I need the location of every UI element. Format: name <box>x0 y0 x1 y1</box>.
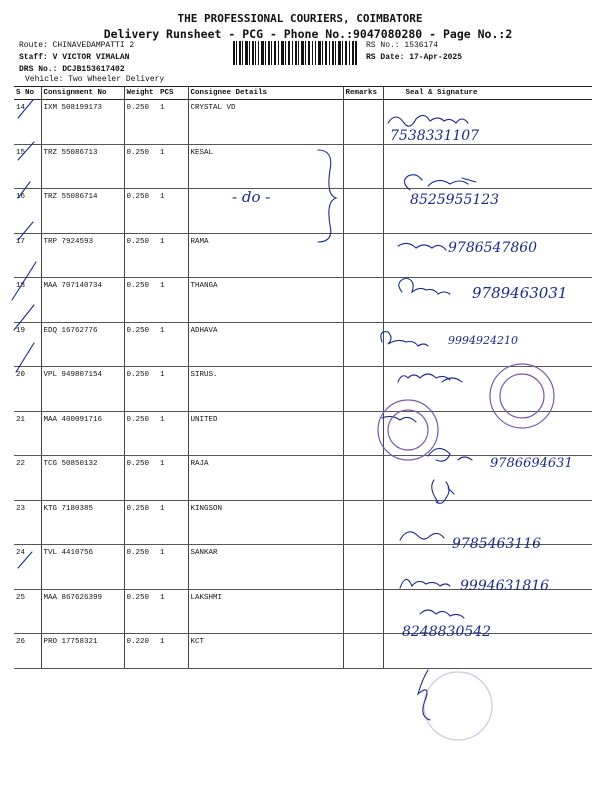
weight-cell: 0.220 <box>124 634 158 669</box>
pcs-cell: 1 <box>158 500 188 545</box>
pcs-cell: 1 <box>158 545 188 590</box>
sno-cell: 15 <box>14 144 41 189</box>
tick-mark <box>18 142 34 160</box>
col-pcs: PCS <box>158 87 188 100</box>
phone-18: 9789463031 <box>472 284 568 302</box>
consignee-cell: RAMA <box>188 233 343 278</box>
weight-cell: 0.250 <box>124 411 158 456</box>
sno-cell: 19 <box>14 322 41 367</box>
weight-cell: 0.250 <box>124 189 158 234</box>
sno-cell: 24 <box>14 545 41 590</box>
signature-23 <box>432 480 454 503</box>
sno-cell: 21 <box>14 411 41 456</box>
consignee-cell: RAJA <box>188 456 343 501</box>
weight-cell: 0.250 <box>124 144 158 189</box>
consignment-cell: TRZ 55086713 <box>41 144 124 189</box>
consignment-cell: MAA 400091716 <box>41 411 124 456</box>
col-sno: S No <box>14 87 41 100</box>
col-remarks: Remarks <box>343 87 383 100</box>
pcs-cell: 1 <box>158 233 188 278</box>
consignee-cell: SIRUS. <box>188 367 343 412</box>
pcs-cell: 1 <box>158 456 188 501</box>
sno-cell: 23 <box>14 500 41 545</box>
signature-17 <box>398 243 446 250</box>
weight-cell: 0.250 <box>124 278 158 323</box>
sno-cell: 14 <box>14 100 41 145</box>
runsheet-subtitle: Delivery Runsheet - PCG - Phone No.:9047080280 - Page No.:2 <box>103 27 513 41</box>
weight-cell: 0.250 <box>124 456 158 501</box>
tick-mark <box>14 305 34 330</box>
consignment-cell: MAA 707140734 <box>41 278 124 323</box>
rs-date: RS Date: 17-Apr-2025 <box>366 53 463 62</box>
consignment-cell: KTG 7180385 <box>41 500 124 545</box>
pcs-cell: 1 <box>158 322 188 367</box>
phone-17: 9786547860 <box>448 240 538 256</box>
signature-flourish <box>418 670 430 720</box>
company-title: THE PROFESSIONAL COURIERS, COIMBATORE <box>177 12 423 25</box>
weight-cell: 0.250 <box>124 233 158 278</box>
pcs-cell: 1 <box>158 411 188 456</box>
consignment-cell: TRZ 55086714 <box>41 189 124 234</box>
consignee-cell: UNITED <box>188 411 343 456</box>
consignment-cell: TCG 50850132 <box>41 456 124 501</box>
consignment-cell: PRO 17758321 <box>41 634 124 669</box>
tick-mark <box>16 343 34 372</box>
ditto-brace <box>318 150 336 242</box>
pcs-cell: 1 <box>158 367 188 412</box>
col-consignee: Consignee Details <box>188 87 343 100</box>
phone-19: 9994924210 <box>448 334 518 347</box>
pcs-cell: 1 <box>158 589 188 634</box>
consignee-cell: KESAL <box>188 144 343 189</box>
signature-19 <box>381 332 428 346</box>
signature-21 <box>382 416 416 422</box>
signature-16 <box>404 175 476 190</box>
pcs-cell: 1 <box>158 189 188 234</box>
signature-24 <box>400 532 444 540</box>
phone-14: 7538331107 <box>390 128 480 144</box>
sno-cell: 18 <box>14 278 41 323</box>
sno-cell: 26 <box>14 634 41 669</box>
consignee-cell: KINGSON <box>188 500 343 545</box>
phone-16: 8525955123 <box>410 192 500 208</box>
consignee-cell: THANGA <box>188 278 343 323</box>
tick-mark <box>12 262 36 300</box>
tick-mark <box>18 552 32 568</box>
col-consignment: Consignment No <box>41 87 124 100</box>
consignment-cell: TRP 7924593 <box>41 233 124 278</box>
weight-cell: 0.250 <box>124 545 158 590</box>
phone-26: 8248830542 <box>402 624 492 640</box>
sno-cell: 25 <box>14 589 41 634</box>
sno-cell: 22 <box>14 456 41 501</box>
consignee-cell: CRYSTAL VD <box>188 100 343 145</box>
consignee-cell: KCT <box>188 634 343 669</box>
signature-18 <box>399 278 450 294</box>
sno-cell: 17 <box>14 233 41 278</box>
consignment-cell: IXM 508199173 <box>41 100 124 145</box>
rs-number: RS No.: 1536174 <box>366 41 439 50</box>
signature-20 <box>398 374 462 382</box>
weight-cell: 0.250 <box>124 367 158 412</box>
pcs-cell: 1 <box>158 278 188 323</box>
weight-cell: 0.250 <box>124 322 158 367</box>
faint-stamp <box>424 672 492 740</box>
tick-mark <box>18 100 33 118</box>
weight-cell: 0.250 <box>124 500 158 545</box>
signature-14 <box>388 115 468 126</box>
consignee-cell: LAKSHMI <box>188 589 343 634</box>
ditto-mark: - do - <box>232 188 271 206</box>
tick-mark <box>18 182 30 198</box>
phone-22: 9786694631 <box>490 456 573 471</box>
staff-label: Staff: V VICTOR VIMALAN <box>19 53 130 62</box>
pcs-cell: 1 <box>158 634 188 669</box>
consignee-cell: ADHAVA <box>188 322 343 367</box>
consignee-cell: SANKAR <box>188 545 343 590</box>
col-weight: Weight <box>124 87 158 100</box>
pcs-cell: 1 <box>158 100 188 145</box>
drs-label: DRS No.: DCJB153617402 <box>19 65 125 74</box>
tick-mark <box>18 222 33 240</box>
consignment-cell: TVL 4410756 <box>41 545 124 590</box>
consignment-cell: EDQ 16762776 <box>41 322 124 367</box>
consignment-cell: MAA 867626399 <box>41 589 124 634</box>
seal-stamp <box>378 400 438 460</box>
signature-22 <box>428 448 472 461</box>
vehicle-label: Vehicle: Two Wheeler Delivery <box>25 75 165 84</box>
pcs-cell: 1 <box>158 144 188 189</box>
col-signature: Seal & Signature <box>383 87 592 100</box>
weight-cell: 0.250 <box>124 589 158 634</box>
sno-cell: 20 <box>14 367 41 412</box>
signature-25 <box>400 579 450 588</box>
route-label: Route: CHINAVEDAMPATTI 2 <box>19 41 135 50</box>
signature-26 <box>420 610 464 618</box>
phone-25: 9994631816 <box>460 578 550 594</box>
weight-cell: 0.250 <box>124 100 158 145</box>
sno-cell: 16 <box>14 189 41 234</box>
phone-24: 9785463116 <box>452 536 542 552</box>
consignment-cell: VPL 949807154 <box>41 367 124 412</box>
